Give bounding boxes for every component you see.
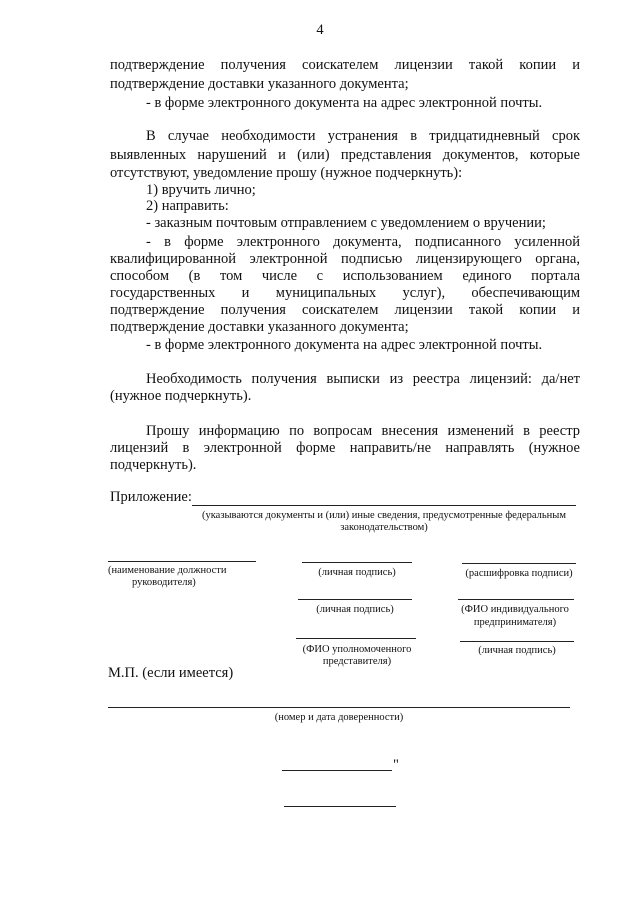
signature-line: [298, 599, 412, 600]
stamp-label: М.П. (если имеется): [108, 665, 234, 681]
date-quote: ": [393, 757, 399, 773]
attachment-underline: [192, 505, 576, 506]
signature-caption: (личная подпись): [478, 645, 556, 656]
option-line: 2) направить:: [146, 198, 229, 214]
paragraph-line: подтверждение доставки указанного документа;: [110, 319, 409, 335]
ip-name-caption: предпринимателя): [473, 617, 557, 628]
rep-name-line: [296, 638, 416, 639]
paragraph-line: - в форме электронного документа, подписанного усиленной: [146, 234, 580, 250]
paragraph-line: подтверждение доставки указанного документа;: [110, 76, 409, 92]
paragraph-line: Необходимость получения выписки из реестра лицензий: да/нет: [146, 371, 580, 387]
power-of-attorney-caption: (номер и дата доверенности): [274, 712, 404, 723]
signature-caption: (личная подпись): [318, 567, 396, 578]
paragraph-line: подтверждение получения соискателем лицензии такой копии и: [110, 57, 580, 73]
decoding-caption: (расшифровка подписи): [465, 568, 573, 579]
paragraph-line: Прошу информацию по вопросам внесения изменений в реестр: [146, 423, 580, 439]
paragraph-line: квалифицированной электронной подписью лицензирующего органа,: [110, 251, 580, 267]
paragraph-line: В случае необходимости устранения в тридцатидневный срок: [146, 128, 580, 144]
option-line: - заказным почтовым отправлением с уведомлением о вручении;: [146, 215, 546, 231]
paragraph-line: выявленных нарушений и (или) представления документов, которые: [110, 147, 580, 163]
attachment-caption: законодательством): [340, 522, 428, 533]
position-caption: руководителя): [132, 577, 196, 588]
attachment-caption: (указываются документы и (или) иные сведения, предусмотренные федеральным: [201, 510, 567, 521]
position-line: [108, 561, 256, 562]
power-of-attorney-line: [108, 707, 570, 708]
paragraph-line: государственных и муниципальных услуг), обеспечивающим: [110, 285, 580, 301]
paragraph-line: - в форме электронного документа на адрес электронной почты.: [146, 337, 543, 353]
paragraph-line: (нужное подчеркнуть).: [110, 388, 252, 404]
option-line: 1) вручить лично;: [146, 182, 256, 198]
date-line: [284, 806, 396, 807]
rep-name-caption: (ФИО уполномоченного: [302, 644, 412, 655]
decoding-line: [462, 563, 576, 564]
paragraph-line: способом (в том числе с использованием единого портала: [110, 268, 580, 284]
paragraph-line: подчеркнуть).: [110, 457, 197, 473]
paragraph-line: подтверждение получения соискателем лицензии такой копии и: [110, 302, 580, 318]
date-line: [282, 770, 392, 771]
attachment-label: Приложение:: [110, 489, 192, 505]
paragraph-line: отсутствуют, уведомление прошу (нужное подчеркнуть):: [110, 165, 463, 181]
paragraph-line: - в форме электронного документа на адрес электронной почты.: [146, 95, 543, 111]
signature-caption: (личная подпись): [316, 604, 394, 615]
ip-name-caption: (ФИО индивидуального: [461, 604, 569, 615]
signature-line: [302, 562, 412, 563]
signature-line: [460, 641, 574, 642]
position-caption: (наименование должности: [108, 565, 227, 576]
paragraph-line: лицензий в электронной форме направить/не направлять (нужное: [110, 440, 580, 456]
page-number: 4: [316, 22, 324, 38]
ip-name-line: [458, 599, 574, 600]
rep-name-caption: представителя): [322, 656, 392, 667]
